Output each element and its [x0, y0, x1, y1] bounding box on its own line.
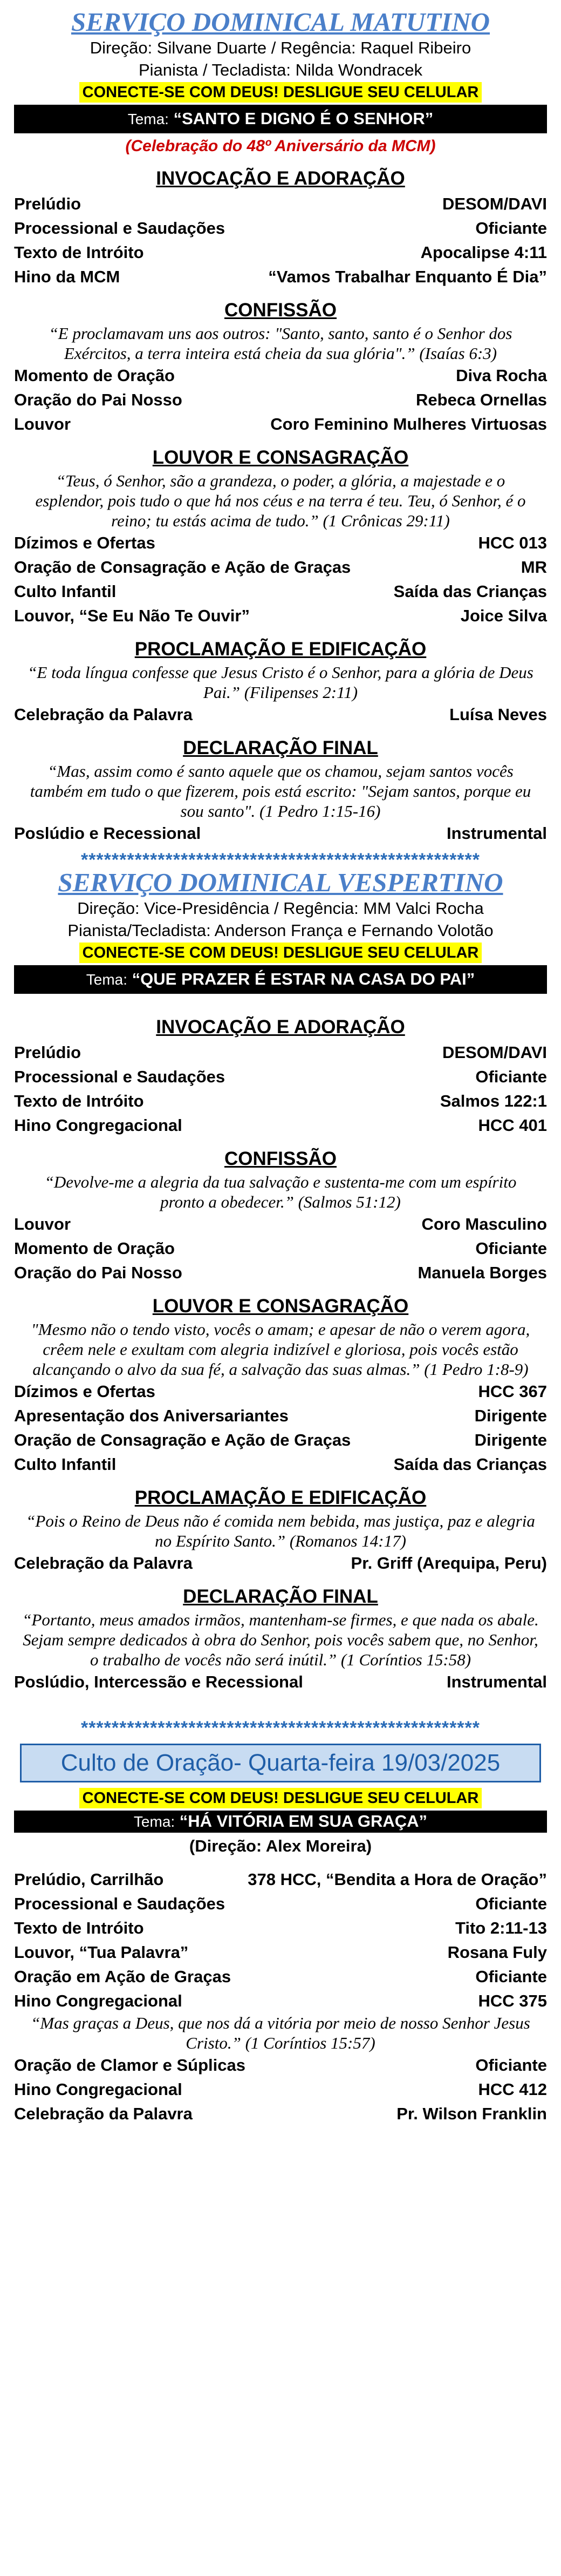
program-item: Texto de Intróito: [14, 1092, 144, 1110]
program-item: Louvor, “Se Eu Não Te Ouvir”: [14, 606, 250, 625]
wednesday-title-box: Culto de Oração- Quarta-feira 19/03/2025: [20, 1744, 541, 1782]
program-row: [11, 604, 550, 628]
program-item: Celebração da Palavra: [14, 1554, 193, 1572]
program-responsible: HCC 367: [478, 1382, 547, 1401]
program-row: [11, 1236, 550, 1260]
program-row: [11, 702, 550, 727]
program-row: [11, 821, 550, 845]
program-item: Apresentação dos Aniversariantes: [14, 1406, 289, 1425]
program-item: Momento de Oração: [14, 1239, 175, 1258]
program-responsible: Luísa Neves: [449, 705, 547, 724]
section-heading: LOUVOR E CONSAGRAÇÃO: [152, 447, 409, 468]
program-item: Oração de Clamor e Súplicas: [14, 2056, 246, 2075]
evening-pianist: Pianista/Tecladista: Anderson França e Fernando Volotão: [67, 921, 494, 940]
wednesday-program-b: [11, 2053, 550, 2126]
program-row: [11, 240, 550, 265]
section-heading: LOUVOR E CONSAGRAÇÃO: [152, 1296, 409, 1317]
program-row: [11, 555, 550, 579]
program-responsible: Oficiante: [475, 1894, 547, 1913]
scripture-quote: “E toda língua confesse que Jesus Cristo é o Senhor, para a glória de Deus Pai.” (Filipenses 2:11): [28, 663, 533, 702]
program-row: [11, 579, 550, 604]
section-heading: CONFISSÃO: [224, 300, 337, 321]
program-row: [11, 412, 550, 436]
program-responsible: Dirigente: [474, 1431, 547, 1449]
section-heading: INVOCAÇÃO E ADORAÇÃO: [156, 168, 405, 189]
program-row: [11, 1089, 550, 1113]
program-responsible: Instrumental: [446, 824, 547, 843]
scripture-quote: "Mesmo não o tendo visto, vocês o amam; e apesar de não o verem agora, crêem nele e exultam com alegria indizível e gloriosa, pois vocês estão alcançando o alvo da sua fé, a salvação das suas almas.” (1 Pedro 1:8-9): [31, 1320, 530, 1379]
program-item: Louvor, “Tua Palavra”: [14, 1943, 189, 1962]
program-responsible: Coro Feminino Mulheres Virtuosas: [270, 415, 547, 433]
program-row: [11, 1892, 550, 1916]
program-row: [11, 1551, 550, 1575]
program-responsible: Coro Masculino: [421, 1215, 547, 1233]
wednesday-quote: “Mas graças a Deus, que nos dá a vitória por meio de nosso Senhor Jesus Cristo.” (1 Coríntios 15:57): [31, 2014, 530, 2052]
program-item: Poslúdio e Recessional: [14, 824, 201, 843]
program-responsible: Diva Rocha: [456, 366, 547, 385]
program-row: [11, 2077, 550, 2102]
program-item: Prelúdio: [14, 1043, 81, 1062]
program-responsible: MR: [521, 558, 547, 577]
section-heading: INVOCAÇÃO E ADORAÇÃO: [156, 1016, 405, 1038]
program-responsible: Pr. Wilson Franklin: [396, 2104, 547, 2123]
morning-theme-bar: [14, 105, 547, 133]
program-row: [11, 1404, 550, 1428]
section-heading: PROCLAMAÇÃO E EDIFICAÇÃO: [134, 639, 427, 660]
program-item: Poslúdio, Intercessão e Recessional: [14, 1672, 303, 1691]
program-item: Prelúdio, Carrilhão: [14, 1870, 164, 1889]
program-responsible: HCC 412: [478, 2080, 547, 2099]
scripture-quote: “Devolve-me a alegria da tua salvação e sustenta-me com um espírito pronto a obedecer.” (Salmos 51:12): [44, 1172, 517, 1211]
evening-direction: Direção: Vice-Presidência / Regência: MM Valci Rocha: [77, 899, 484, 918]
theme-label: Tema:: [127, 111, 169, 127]
program-responsible: DESOM/DAVI: [442, 1043, 547, 1062]
program-responsible: Oficiante: [475, 1067, 547, 1086]
program-row: [11, 1964, 550, 1989]
stars-divider-2: ****************************************************: [80, 1720, 481, 1736]
scripture-quote: “Pois o Reino de Deus não é comida nem bebida, mas justiça, paz e alegria no Espírito Santo.” (Romanos 14:17): [26, 1511, 535, 1550]
program-item: Oração em Ação de Graças: [14, 1967, 231, 1986]
program-item: Oração do Pai Nosso: [14, 1263, 182, 1282]
morning-theme: “SANTO E DIGNO É O SENHOR”: [173, 109, 434, 128]
program-item: Texto de Intróito: [14, 243, 144, 262]
section-heading: CONFISSÃO: [224, 1148, 337, 1169]
program-item: Processional e Saudações: [14, 1067, 225, 1086]
program-responsible: Tito 2:11-13: [455, 1919, 547, 1937]
evening-sections: [11, 1015, 550, 1694]
program-item: Hino Congregacional: [14, 1991, 182, 2010]
program-item: Culto Infantil: [14, 582, 117, 601]
section-heading: DECLARAÇÃO FINAL: [183, 737, 378, 758]
program-row: [11, 1989, 550, 2013]
program-row: [11, 1940, 550, 1964]
program-responsible: Oficiante: [475, 219, 547, 238]
program-row: [11, 1428, 550, 1452]
program-item: Hino Congregacional: [14, 1116, 182, 1135]
program-responsible: Manuela Borges: [418, 1263, 547, 1282]
wednesday-direction: (Direção: Alex Moreira): [189, 1836, 372, 1855]
program-responsible: HCC 401: [478, 1116, 547, 1135]
wednesday-connect-banner: CONECTE-SE COM DEUS! DESLIGUE SEU CELULAR: [79, 1788, 482, 1808]
program-responsible: Rebeca Ornellas: [416, 390, 547, 409]
program-row: [11, 216, 550, 240]
program-responsible: “Vamos Trabalhar Enquanto É Dia”: [268, 267, 547, 286]
scripture-quote: “Portanto, meus amados irmãos, mantenham-se firmes, e que nada os abale. Sejam sempre dedicados à obra do Senhor, pois vocês sabem que, no Senhor, o trabalho de vocês não será inútil.” (1 Coríntios 15:58): [22, 1610, 539, 1669]
stars-divider: ****************************************************: [80, 852, 481, 868]
program-row: [11, 2102, 550, 2126]
section-heading: PROCLAMAÇÃO E EDIFICAÇÃO: [134, 1487, 427, 1508]
morning-connect-banner: CONECTE-SE COM DEUS! DESLIGUE SEU CELULAR: [79, 82, 482, 103]
scripture-quote: “Teus, ó Senhor, são a grandeza, o poder, a glória, a majestade e o esplendor, pois tudo o que há nos céus e na terra é teu. Teu, ó Senhor, é o reino; tu estás acima de tudo.” (1 Crônicas 29:11): [35, 471, 526, 530]
program-responsible: DESOM/DAVI: [442, 194, 547, 213]
program-item: Celebração da Palavra: [14, 705, 193, 724]
program-item: Dízimos e Ofertas: [14, 533, 155, 552]
program-item: Processional e Saudações: [14, 1894, 225, 1913]
program-responsible: HCC 375: [478, 1991, 547, 2010]
program-responsible: Rosana Fuly: [447, 1943, 547, 1962]
program-responsible: Joice Silva: [460, 606, 547, 625]
program-row: [11, 363, 550, 388]
program-responsible: Apocalipse 4:11: [420, 243, 547, 262]
program-responsible: Oficiante: [475, 1967, 547, 1986]
wednesday-theme: “HÁ VITÓRIA EM SUA GRAÇA”: [179, 1812, 428, 1831]
program-item: Oração de Consagração e Ação de Graças: [14, 558, 351, 577]
program-responsible: Oficiante: [475, 2056, 547, 2075]
program-row: [11, 192, 550, 216]
evening-theme: “QUE PRAZER É ESTAR NA CASA DO PAI”: [132, 970, 475, 988]
morning-direction: Direção: Silvane Duarte / Regência: Raquel Ribeiro: [90, 38, 471, 57]
program-row: [11, 1670, 550, 1694]
program-row: [11, 265, 550, 289]
program-row: [11, 1260, 550, 1285]
morning-sections: [11, 167, 550, 845]
scripture-quote: “Mas, assim como é santo aquele que os chamou, sejam santos vocês também em tudo o que fizerem, pois está escrito: "Sejam santos, porque eu sou santo". (1 Pedro 1:15-16): [30, 762, 531, 821]
program-item: Dízimos e Ofertas: [14, 1382, 155, 1401]
program-item: Oração de Consagração e Ação de Graças: [14, 1431, 351, 1449]
program-responsible: Salmos 122:1: [440, 1092, 547, 1110]
evening-connect-banner: CONECTE-SE COM DEUS! DESLIGUE SEU CELULAR: [79, 943, 482, 963]
program-responsible: Saída das Crianças: [393, 1455, 547, 1474]
program-row: [11, 1065, 550, 1089]
program-row: [11, 388, 550, 412]
program-responsible: 378 HCC, “Bendita a Hora de Oração”: [248, 1870, 547, 1889]
program-item: Oração do Pai Nosso: [14, 390, 182, 409]
program-item: Celebração da Palavra: [14, 2104, 193, 2123]
wednesday-theme-bar: [14, 1811, 547, 1833]
morning-service-title: SERVIÇO DOMINICAL MATUTINO: [71, 7, 490, 37]
anniversary-note: (Celebração do 48º Aniversário da MCM): [125, 137, 436, 155]
evening-service-title: SERVIÇO DOMINICAL VESPERTINO: [58, 867, 503, 897]
program-item: Momento de Oração: [14, 366, 175, 385]
program-responsible: HCC 013: [478, 533, 547, 552]
program-item: Louvor: [14, 1215, 71, 1233]
wednesday-program-a: [11, 1867, 550, 2013]
theme-label: Tema:: [133, 1813, 175, 1830]
program-row: [11, 1212, 550, 1236]
program-item: Culto Infantil: [14, 1455, 117, 1474]
evening-theme-bar: [14, 965, 547, 994]
program-row: [11, 531, 550, 555]
program-item: Prelúdio: [14, 194, 81, 213]
program-row: [11, 1867, 550, 1892]
theme-label: Tema:: [86, 971, 128, 988]
program-responsible: Saída das Crianças: [393, 582, 547, 601]
program-responsible: Dirigente: [474, 1406, 547, 1425]
program-row: [11, 1452, 550, 1476]
scripture-quote: “E proclamavam uns aos outros: "Santo, santo, santo é o Senhor dos Exércitos, a terra inteira está cheia da sua glória".” (Isaías 6:3): [49, 324, 512, 363]
section-heading: DECLARAÇÃO FINAL: [183, 1586, 378, 1607]
program-item: Texto de Intróito: [14, 1919, 144, 1937]
program-item: Louvor: [14, 415, 71, 433]
program-row: [11, 1916, 550, 1940]
program-row: [11, 1379, 550, 1404]
program-item: Processional e Saudações: [14, 219, 225, 238]
program-responsible: Oficiante: [475, 1239, 547, 1258]
program-responsible: Pr. Griff (Arequipa, Peru): [351, 1554, 547, 1572]
program-row: [11, 1040, 550, 1065]
program-item: Hino da MCM: [14, 267, 120, 286]
program-row: [11, 2053, 550, 2077]
program-row: [11, 1113, 550, 1137]
bulletin-page: [11, 0, 550, 2126]
program-item: Hino Congregacional: [14, 2080, 182, 2099]
program-responsible: Instrumental: [446, 1672, 547, 1691]
morning-pianist: Pianista / Tecladista: Nilda Wondracek: [138, 60, 423, 79]
